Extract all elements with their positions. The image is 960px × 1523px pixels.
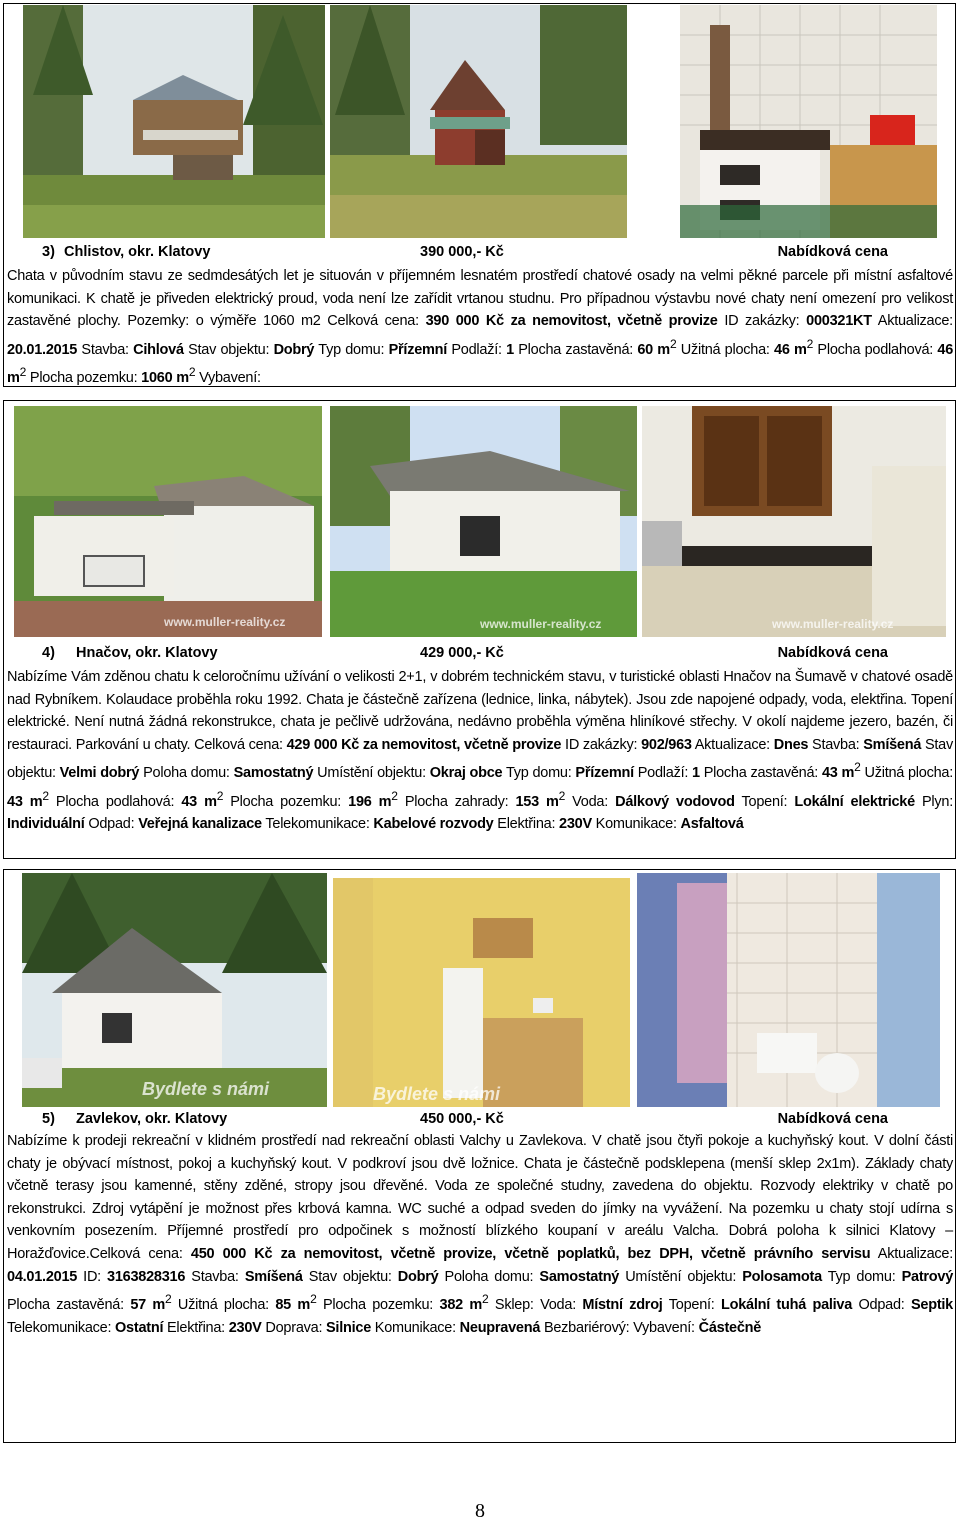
photo-cabin-forest-2: [330, 5, 627, 238]
listing-location: Zavlekov, okr. Klatovy: [76, 1111, 228, 1127]
listing-number: 4): [42, 645, 55, 661]
price-label: Nabídková cena: [777, 244, 888, 260]
listing-price: 450 000,- Kč: [420, 1111, 504, 1127]
listing-4-description: Nabízíme Vám zděnou chatu k celoročnímu užívání o velikosti 2+1, v dobrém technickém stavu, v turistické oblasti Hnačov na Šumavě v chatové osadě nad Rybníkem. Kolaudace proběhla roku 1992. Chata je částečně zařízena (lednice, linka, nábytek). Jsou zde napojené odpady, voda, elektřina. Topení elektrické. Není nutná žádná rekonstrukce, chata je pečlivě udržována, nedávno proběhla výměna hliníkové střechy. V okolí najdeme jezero, bazén, či restauraci. Parkování u chaty. Celková cena: 429 000 Kč za nemovitost, včetně provize ID zakázky: 902/963 Aktualizace: Dnes Stavba: Smíšená Stav objektu: Velmi dobrý Poloha domu: Samostatný Umístění objektu: Okraj obce Typ domu: Přízemní Podlaží: 1 Plocha zastavěná: 43 $m^2$ Užitná plocha: 43 $m^2$ Plocha podlahová: 43 $m^2$ Plocha pozemku: 196 $m^2$ Plocha zahrady: 153 $m^2$ Voda: Dálkový vodovod Topení: Lokální elektrické Plyn: Individuální Odpad: Veřejná kanalizace Telekomunikace: Kabelové rozvody Elektřina: 230V Komunikace: Asfaltová: [7, 669, 953, 833]
listing-4-header: [8, 645, 952, 663]
watermark-text: www.muller-reality.cz: [164, 615, 286, 629]
listing-5-header: [8, 1111, 952, 1129]
listing-location: Chlistov, okr. Klatovy: [64, 244, 211, 260]
photo-kitchen-window: [642, 406, 946, 637]
listing-3-description: Chata v původním stavu ze sedmdesátých let je situován v příjemném lesnatém prostředí chatové osady na velmi pěkné parcele při místní asfaltové komunikaci. K chatě je přiveden elektrický proud, voda není lze zařídit vrtanou studnu. Pro případnou výstavbu nové chaty není omezení pro velikost zastavěné plochy. Pozemky: o výměře 1060 m2 Celková cena: 390 000 Kč za nemovitost, včetně provize ID zakázky: 000321KT Aktualizace: 20.01.2015 Stavba: Cihlová Stav objektu: Dobrý Typ domu: Přízemní Podlaží: 1 Plocha zastavěná: 60 $m^2$ Užitná plocha: 46 $m^2$ Plocha podlahová: 46 $m^2$ Plocha pozemku: 1060 $m^2$ Vybavení:: [7, 268, 954, 387]
photo-white-cabin-lawn: [330, 406, 637, 637]
watermark-text: www.muller-reality.cz: [480, 617, 602, 631]
listing-number: 3): [42, 244, 55, 260]
watermark-text: Bydlete s námi: [142, 1079, 270, 1099]
photo-stove-interior: [680, 5, 937, 238]
listing-number: 5): [42, 1111, 55, 1127]
photo-white-cabin-trees: [22, 873, 327, 1107]
listing-location: Hnačov, okr. Klatovy: [76, 645, 218, 661]
photo-white-cabin-birch: [14, 406, 322, 637]
watermark-text: Bydlete s námi: [373, 1084, 501, 1104]
listing-price: 390 000,- Kč: [420, 244, 504, 260]
price-label: Nabídková cena: [777, 1111, 888, 1127]
watermark-text: www.muller-reality.cz: [772, 617, 894, 631]
photo-yellow-kitchen: [333, 878, 630, 1107]
listing-5-description: Nabízíme k prodeji rekreační v klidném prostředí nad rekreační oblasti Valchy u Zavlekova. V chatě jsou čtyři pokoje a kuchyňský kout. V dolní části chaty je obývací místnost, pokoj a kuchyňský kout. V podkroví jsou dvě ložnice. Chata je částečně podsklepena (menší sklep 2x1m). Základy chaty včetně terasy jsou kamenné, stěny zděné, stropy jsou dřevěné. Voda ze společné studny, zavedena do objektu. Rozvody elektriky v chatě po rekonstrukci. Zdroj vytápění je možnost přes krbová kamna. WC suché a odpad sveden do jímky na vyvážení. Na pozemku u chaty stojí udírna s venkovním posezením. Příjemné prostředí pro odpočinek s možností blízkého koupaní v areálu Valcha. Dobrá poloha k silnici Klatovy – Horažďovice.Celková cena: 450 000 Kč za nemovitost, včetně provize, včetně poplatků, bez DPH, včetně právního servisu Aktualizace: 04.01.2015 ID: 3163828316 Stavba: Smíšená Stav objektu: Dobrý Poloha domu: Samostatný Umístění objektu: Polosamota Typ domu: Patrový Plocha zastavěná: 57 $m^2$ Užitná plocha: 85 $m^2$ Plocha pozemku: 382 $m^2$ Sklep: Voda: Místní zdroj Topení: Lokální tuhá paliva Odpad: Septik Telekomunikace: Ostatní Elektřina: 230V Doprava: Silnice Komunikace: Neupravená Bezbariérový: Vybavení: Částečně: [7, 1133, 954, 1336]
photo-cabin-forest-1: [23, 5, 325, 238]
photo-bathroom: [637, 873, 940, 1107]
listing-3-header: [8, 244, 952, 262]
price-label: Nabídková cena: [777, 645, 888, 661]
page-number: 8: [475, 1500, 485, 1522]
listing-price: 429 000,- Kč: [420, 645, 504, 661]
